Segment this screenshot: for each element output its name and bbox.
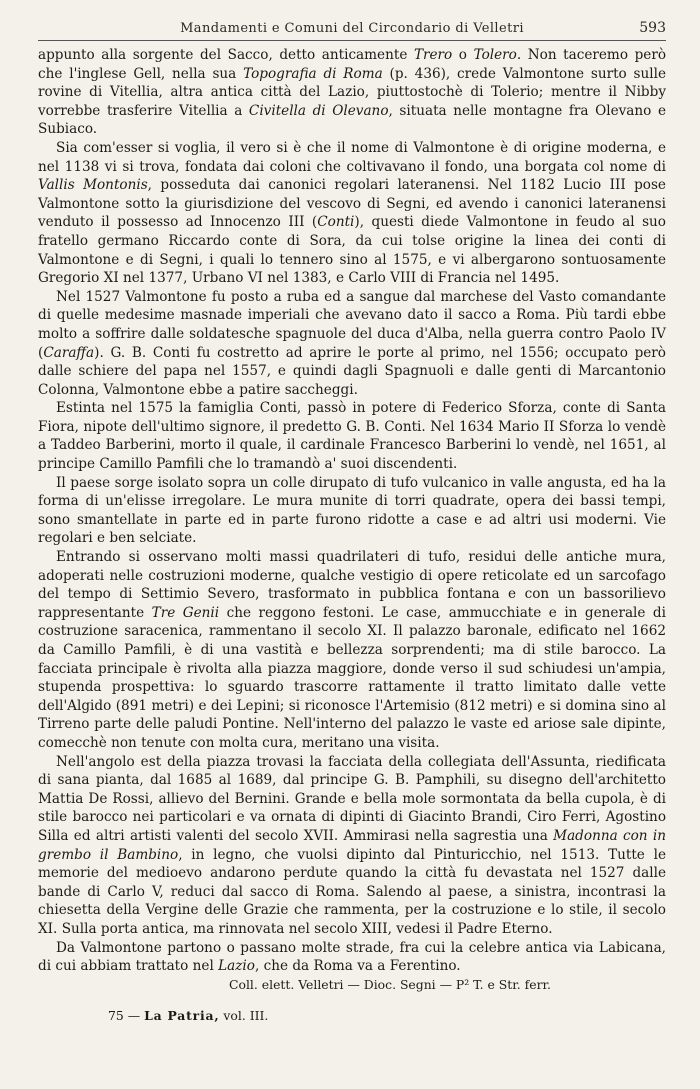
italic-text: Tre Genii bbox=[151, 604, 220, 621]
italic-text: Lazio bbox=[218, 958, 255, 975]
running-head bbox=[38, 18, 666, 41]
signature-number: 75 — bbox=[108, 1007, 141, 1023]
volume-label: vol. III. bbox=[223, 1007, 269, 1023]
body-text bbox=[38, 46, 666, 976]
italic-text: Trero bbox=[413, 47, 453, 63]
text-run: Sia com'esser si voglia, il vero si è che il nome di Valmontone è di origine moderna, e nel 1138 vi si trova, fondata dai coloni che coltivavano il fondo, una borgata col nome di bbox=[38, 139, 666, 175]
text-run: , che da Roma va a Ferentino. bbox=[254, 958, 461, 975]
paragraph bbox=[38, 139, 666, 288]
publication-name: La Patria, bbox=[144, 1007, 220, 1023]
paragraph bbox=[38, 288, 666, 400]
paragraph bbox=[38, 399, 666, 473]
text-run: o bbox=[452, 47, 474, 63]
printer-signature bbox=[38, 1008, 666, 1023]
text-run: , posseduta dai canonici regolari lateranensi. Nel 1182 Lucio III pose Valmontone sotto la giurisdizione del vescovo di Segni, ed avendo i canonici lateranensi venduto il possesso ad Innocenzo III ( bbox=[38, 177, 666, 231]
text-run: appunto alla sorgente del Sacco, detto anticamente bbox=[38, 47, 414, 63]
italic-text: Caraffa bbox=[43, 344, 95, 361]
text-run: Da Valmontone partono o passano molte strade, fra cui la celebre antica via Labicana, di cui abbiam trattato nel bbox=[38, 939, 666, 975]
italic-text: Conti bbox=[317, 214, 355, 231]
text-run: ), questi diede Valmontone in feudo al suo fratello germano Riccardo conte di Sora, da cui tolse origine la linea dei conti di Valmontone e di Segni, i quali lo tennero sino al 1575, e vi albergarono sontuosamente Gregorio XI nel 1377, Urbano VI nel 1383, e Carlo VIII di Francia nel 1495. bbox=[38, 214, 666, 287]
text-run: Estinta nel 1575 la famiglia Conti, passò in potere di Federico Sforza, conte di Santa Fiora, nipote dell'ultimo signore, il predetto G. B. Conti. Nel 1634 Mario II Sforza lo vendè a Taddeo Barberini, morto il quale, il cardinale Francesco Barberini lo vendè, nel 1651, al principe Camillo Pamfili che lo tramandò a' suoi discendenti. bbox=[38, 400, 666, 473]
text-run: che reggono festoni. Le case, ammucchiate e in generale di costruzione saracenica, rammentano il secolo XI. Il palazzo baronale, edificato nel 1662 da Camillo Pamfili, è di una vastità e bellezza sorprendenti; ma di stile barocco. La facciata principale è rivolta alla piazza maggiore, donde verso il sud schiudesi un'ampia, stupenda prospettiva: lo sguardo trascorre rattamente il tratto limitato dalle vette dell'Algido (891 metri) e dei Lepini; si riconosce l'Artemisio (812 metri) e si domina sino al Tirreno parte delle paludi Pontine. Nell'interno del palazzo le vaste ed ariose sale dipinte, comecchè non tenute con molta cura, meritano una visita. bbox=[38, 604, 666, 751]
text-run: Nel 1527 Valmontone fu posto a ruba ed a sangue dal marchese del Vasto comandante di quelle medesime masnade imperiali che avevano dato il sacco a Roma. Più tardi ebbe molto a soffrire dalle soldatesche spagnuole del duca d'Alba, nella guerra contro Paolo IV ( bbox=[38, 288, 666, 361]
paragraph bbox=[38, 46, 666, 139]
paragraph bbox=[38, 474, 666, 548]
text-run: Nell'angolo est della piazza trovasi la facciata della collegiata dell'Assunta, riedificata di sana pianta, dal 1685 al 1689, dal principe G. B. Pamphili, su disegno dell'architetto Mattia De Rossi, allievo del Bernini. Grande e bella mole sormontata da bella cupola, è di stile barocco nei particolari e va ornata di dipinti di Giacinto Brandi, Ciro Ferri, Agostino Silla ed altri artisti valenti del secolo XVII. Ammirasi nella sagrestia una bbox=[38, 753, 666, 844]
text-run: ). G. B. Conti fu costretto ad aprire le porte al primo, nel 1556; occupato però dalle schiere del papa nel 1557, e quindi dagli Spagnuoli e dalle genti di Marcantonio Colonna, Valmontone ebbe a patire saccheggi. bbox=[38, 344, 666, 398]
paragraph bbox=[38, 753, 666, 939]
text-run: . Non taceremo però che l'inglese Gell, nella sua bbox=[38, 47, 667, 82]
italic-text: Tolero bbox=[473, 47, 517, 63]
paragraph bbox=[38, 548, 666, 753]
administrative-info-line: Coll. elett. Velletri — Dioc. Segni — P² T. e Str. ferr. bbox=[229, 976, 551, 992]
italic-text: Topografia di Roma bbox=[243, 65, 383, 82]
book-page bbox=[38, 18, 666, 1023]
italic-text: Civitella di Olevano bbox=[248, 102, 389, 119]
running-title: Mandamenti e Comuni del Circondario di Velletri bbox=[180, 21, 524, 36]
text-run: (p. 436), crede Valmontone surto sulle rovine di Vitellia, altra antica città del Lazio, piuttostochè di Tolerio; mentre il Nibby vorrebbe trasferire Vitellia a bbox=[38, 65, 666, 119]
page-number: 593 bbox=[639, 20, 666, 36]
paragraph bbox=[38, 939, 666, 976]
italic-text: Vallis Montonis bbox=[38, 177, 148, 194]
text-run: , situata nelle montagne fra Olevano e Subiaco. bbox=[38, 102, 666, 138]
text-run: Entrando si osservano molti massi quadrilateri di tufo, residui delle antiche mura, adoperati nelle costruzioni moderne, qualche vestigio di opere reticolate ed un sarcofago del tempo di Settimio Severo, trasformato in pubblica fontana e con un bassorilievo rappresentante bbox=[38, 549, 666, 621]
italic-text: Madonna con in grembo il Bambino bbox=[38, 827, 666, 863]
text-run: Il paese sorge isolato sopra un colle dirupato di tufo vulcanico in valle angusta, ed ha la forma di un'elisse irregolare. Le mura munite di torri quadrate, opera dei bassi tempi, sono smantellate in parte ed in parte furono ridotte a case e ad altri usi moderni. Vie regolari e ben selciate. bbox=[38, 474, 666, 547]
text-run: , in legno, che vuolsi dipinto dal Pinturicchio, nel 1513. Tutte le memorie del medioevo andarono perdute quando la città fu devastata nel 1527 dalle bande di Carlo V, reduci dal sacco di Roma. Salendo al paese, a sinistra, incontrasi la chiesetta della Vergine delle Grazie che rammenta, per la costruzione e lo stile, il secolo XI. Sulla porta antica, ma rinnovata nel secolo XIII, vedesi il Padre Eterno. bbox=[38, 846, 666, 937]
